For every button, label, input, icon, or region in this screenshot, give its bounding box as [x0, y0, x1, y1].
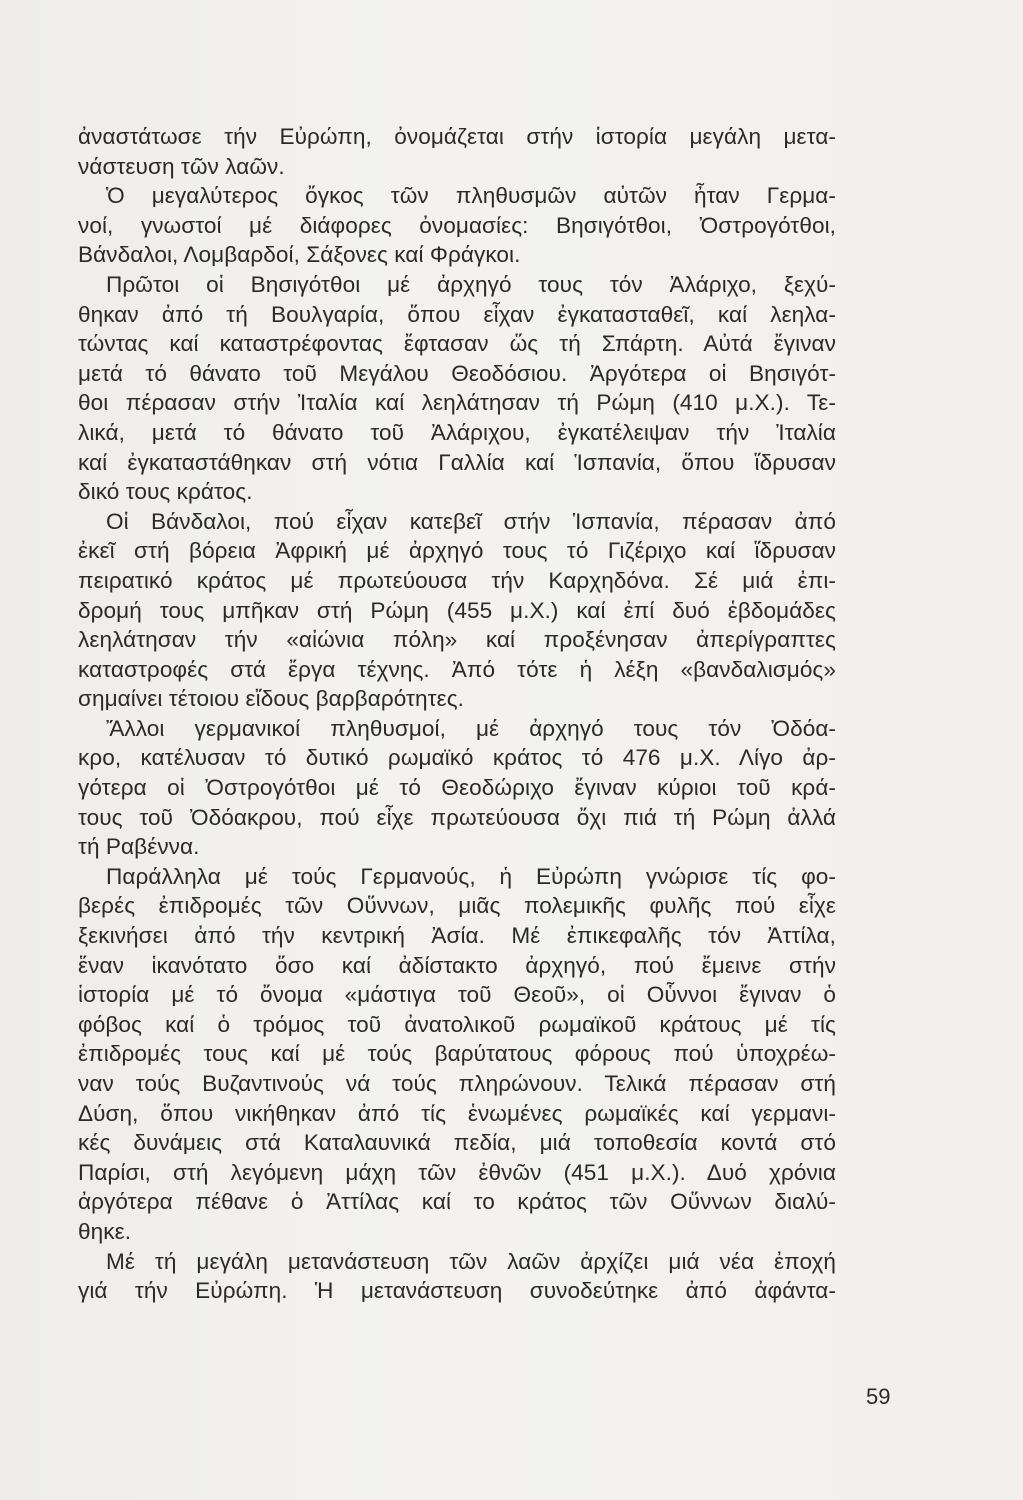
text-line: πειρατικό κράτος μέ πρωτεύουσα τήν Καρχηδόνα. Σέ μιά ἐπι-: [78, 567, 836, 593]
text-line: ἀργότερα πέθανε ὁ Ἀττίλας καί το κράτος τῶν Οὕννων διαλύ-: [78, 1189, 836, 1215]
text-line: Ὁ μεγαλύτερος ὄγκος τῶν πληθυσμῶν αὐτῶν ἦταν Γερμα-: [106, 183, 836, 209]
text-line: δικό τους κράτος.: [78, 479, 253, 505]
text-line: Δύση, ὅπου νικήθηκαν ἀπό τίς ἑνωμένες ρωμαϊκές καί γερμανι-: [78, 1100, 836, 1126]
text-line: Οἱ Βάνδαλοι, πού εἶχαν κατεβεῖ στήν Ἱσπανία, πέρασαν ἀπό: [106, 508, 836, 534]
text-line: ναν τούς Βυζαντινούς νά τούς πληρώνουν. Τελικά πέρασαν στή: [78, 1071, 836, 1096]
text-line: γότερα οἱ Ὀστρογότθοι μέ τό Θεοδώριχο ἔγιναν κύριοι τοῦ κρά-: [78, 775, 836, 801]
text-line: σημαίνει τέτοιου εἴδους βαρβαρότητες.: [78, 686, 464, 712]
text-line: τώντας καί καταστρέφοντας ἔφτασαν ὥς τή Σπάρτη. Αὐτά ἔγιναν: [78, 331, 836, 357]
text-line: ἕναν ἱκανότατο ὅσο καί ἀδίστακτο ἀρχηγό, πού ἔμεινε στήν: [78, 952, 836, 978]
text-line: Μέ τή μεγάλη μετανάστευση τῶν λαῶν ἀρχίζει μιά νέα ἐποχή: [106, 1248, 836, 1274]
body-text: [78, 122, 836, 1306]
text-line: καταστροφές στά ἔργα τέχνης. Ἀπό τότε ἡ λέξη «βανδαλισμός»: [78, 656, 836, 682]
text-line: νοί, γνωστοί μέ διάφορες ὀνομασίες: Βησιγότθοι, Ὀστρογότθοι,: [78, 212, 836, 238]
text-line: τή Ραβέννα.: [78, 834, 200, 860]
text-line: φόβος καί ὁ τρόμος τοῦ ἀνατολικοῦ ρωμαϊκοῦ κράτους μέ τίς: [78, 1011, 836, 1037]
text-line: λεηλάτησαν τήν «αἰώνια πόλη» καί προξένησαν ἀπερίγραπτες: [78, 627, 836, 653]
text-line: Παρίσι, στή λεγόμενη μάχη τῶν ἐθνῶν (451 μ.Χ.). Δυό χρόνια: [78, 1159, 836, 1185]
text-line: θοι πέρασαν στήν Ἰταλία καί λεηλάτησαν τή Ρώμη (410 μ.Χ.). Τε-: [78, 390, 836, 416]
text-line: ἱστορία μέ τό ὄνομα «μάστιγα τοῦ Θεοῦ», οἱ Οὗννοι ἔγιναν ὁ: [78, 982, 836, 1008]
text-line: Παράλληλα μέ τούς Γερμανούς, ἡ Εὐρώπη γνώρισε τίς φο-: [106, 863, 836, 889]
text-line: δρομή τους μπῆκαν στή Ρώμη (455 μ.Χ.) καί ἐπί δυό ἑβδομάδες: [78, 597, 836, 623]
text-line: καί ἐγκαταστάθηκαν στή νότια Γαλλία καί Ἱσπανία, ὅπου ἵδρυσαν: [78, 449, 836, 475]
text-line: ἀναστάτωσε τήν Εὐρώπη, ὀνομάζεται στήν ἱστορία μεγάλη μετα-: [78, 124, 836, 149]
text-line: βερές ἐπιδρομές τῶν Οὕννων, μιᾶς πολεμικῆς φυλῆς πού εἶχε: [78, 893, 836, 919]
page-number: 59: [866, 1384, 891, 1409]
text-line: Πρῶτοι οἱ Βησιγότθοι μέ ἀρχηγό τους τόν Ἀλάριχο, ξεχύ-: [106, 271, 836, 297]
text-line: Βάνδαλοι, Λομβαρδοί, Σάξονες καί Φράγκοι.: [78, 242, 521, 268]
text-line: κές δυνάμεις στά Καταλαυνικά πεδία, μιά τοποθεσία κοντά στό: [78, 1130, 836, 1156]
text-line: νάστευση τῶν λαῶν.: [78, 153, 285, 179]
text-line: ἐπιδρομές τους καί μέ τούς βαρύτατους φόρους πού ὑποχρέω-: [78, 1041, 836, 1067]
text-line: μετά τό θάνατο τοῦ Μεγάλου Θεοδόσιου. Ἀργότερα οἱ Βησιγότ-: [78, 360, 836, 386]
text-line: ξεκινήσει ἀπό τήν κεντρική Ἀσία. Μέ ἐπικεφαλῆς τόν Ἀττίλα,: [78, 923, 836, 949]
text-line: Ἄλλοι γερμανικοί πληθυσμοί, μέ ἀρχηγό τους τόν Ὀδόα-: [106, 715, 836, 741]
text-line: λικά, μετά τό θάνατο τοῦ Ἀλάριχου, ἐγκατέλειψαν τήν Ἰταλία: [78, 419, 836, 445]
text-line: θηκε.: [78, 1218, 132, 1244]
text-line: τους τοῦ Ὀδόακρου, πού εἶχε πρωτεύουσα ὄχι πιά τή Ρώμη ἀλλά: [78, 804, 836, 830]
text-line: κρο, κατέλυσαν τό δυτικό ρωμαϊκό κράτος τό 476 μ.Χ. Λίγο ἀρ-: [78, 745, 836, 771]
text-line: ἐκεῖ στή βόρεια Ἀφρική μέ ἀρχηγό τους τό Γιζέριχο καί ἵδρυσαν: [78, 538, 836, 564]
text-line: γιά τήν Εὐρώπη. Ἡ μετανάστευση συνοδεύτηκε ἀπό ἀφάντα-: [78, 1278, 836, 1304]
text-line: θηκαν ἀπό τή Βουλγαρία, ὅπου εἶχαν ἐγκατασταθεῖ, καί λεηλα-: [78, 301, 836, 327]
